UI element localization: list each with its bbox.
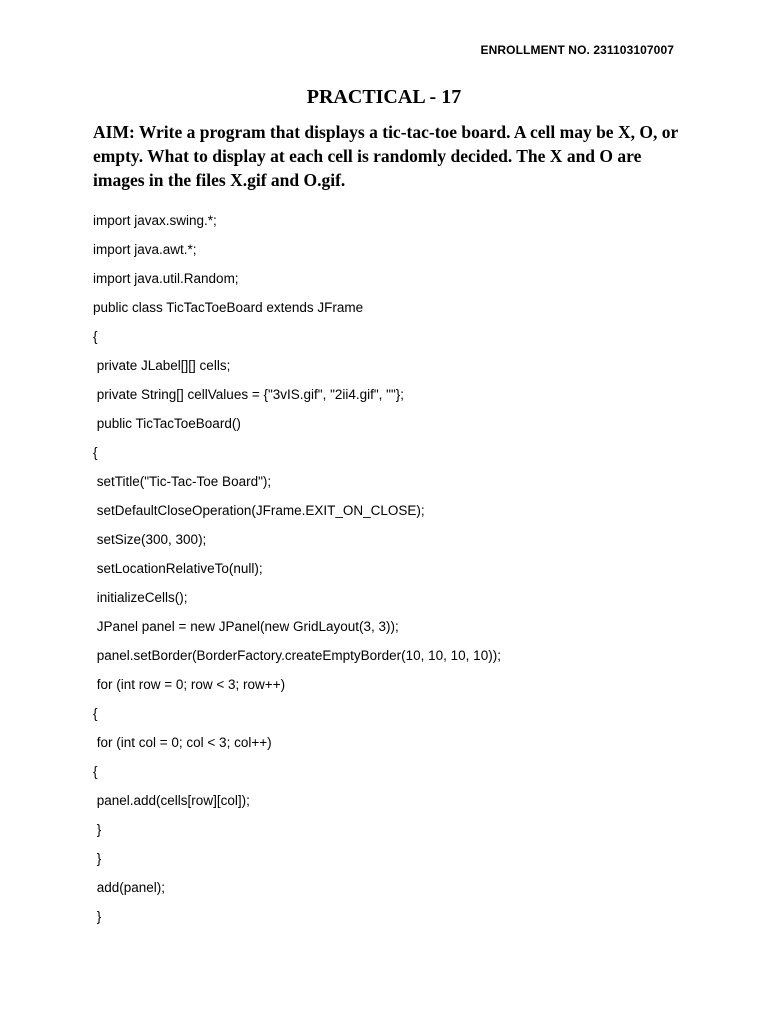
code-line: setDefaultCloseOperation(JFrame.EXIT_ON_CLOSE); [93, 503, 425, 518]
code-line: for (int col = 0; col < 3; col++) [93, 735, 272, 750]
code-line: } [93, 851, 102, 866]
code-line: { [93, 706, 98, 721]
code-line: { [93, 329, 98, 344]
code-line: add(panel); [93, 880, 166, 895]
code-line: public class TicTacToeBoard extends JFrame [93, 300, 364, 315]
code-line: import java.awt.*; [93, 242, 197, 257]
code-block [93, 211, 693, 936]
code-line: panel.setBorder(BorderFactory.createEmptyBorder(10, 10, 10, 10)); [93, 648, 501, 663]
code-line: private JLabel[][] cells; [93, 358, 231, 373]
code-line: setTitle("Tic-Tac-Toe Board"); [93, 474, 272, 489]
code-line: { [93, 764, 98, 779]
code-line: for (int row = 0; row < 3; row++) [93, 677, 286, 692]
code-line: private String[] cellValues = {"3vIS.gif", "2ii4.gif", ""}; [93, 387, 405, 402]
page-title: PRACTICAL - 17 [306, 86, 462, 108]
code-line: initializeCells(); [93, 590, 188, 605]
code-line: JPanel panel = new JPanel(new GridLayout(3, 3)); [93, 619, 399, 634]
code-line: panel.add(cells[row][col]); [93, 793, 250, 808]
code-line: import java.util.Random; [93, 271, 239, 286]
code-line: } [93, 822, 102, 837]
code-line: import javax.swing.*; [93, 213, 217, 228]
aim-statement: AIM: Write a program that displays a tic-tac-toe board. A cell may be X, O, or empty. What to display at each cell is randomly decided. The X and O are images in the files X.gif and O.gif. [93, 122, 678, 190]
code-line: setLocationRelativeTo(null); [93, 561, 263, 576]
enrollment-number: ENROLLMENT NO. 231103107007 [480, 43, 674, 57]
code-line: } [93, 909, 102, 924]
code-line: setSize(300, 300); [93, 532, 207, 547]
code-line: { [93, 445, 98, 460]
code-line: public TicTacToeBoard() [93, 416, 241, 431]
